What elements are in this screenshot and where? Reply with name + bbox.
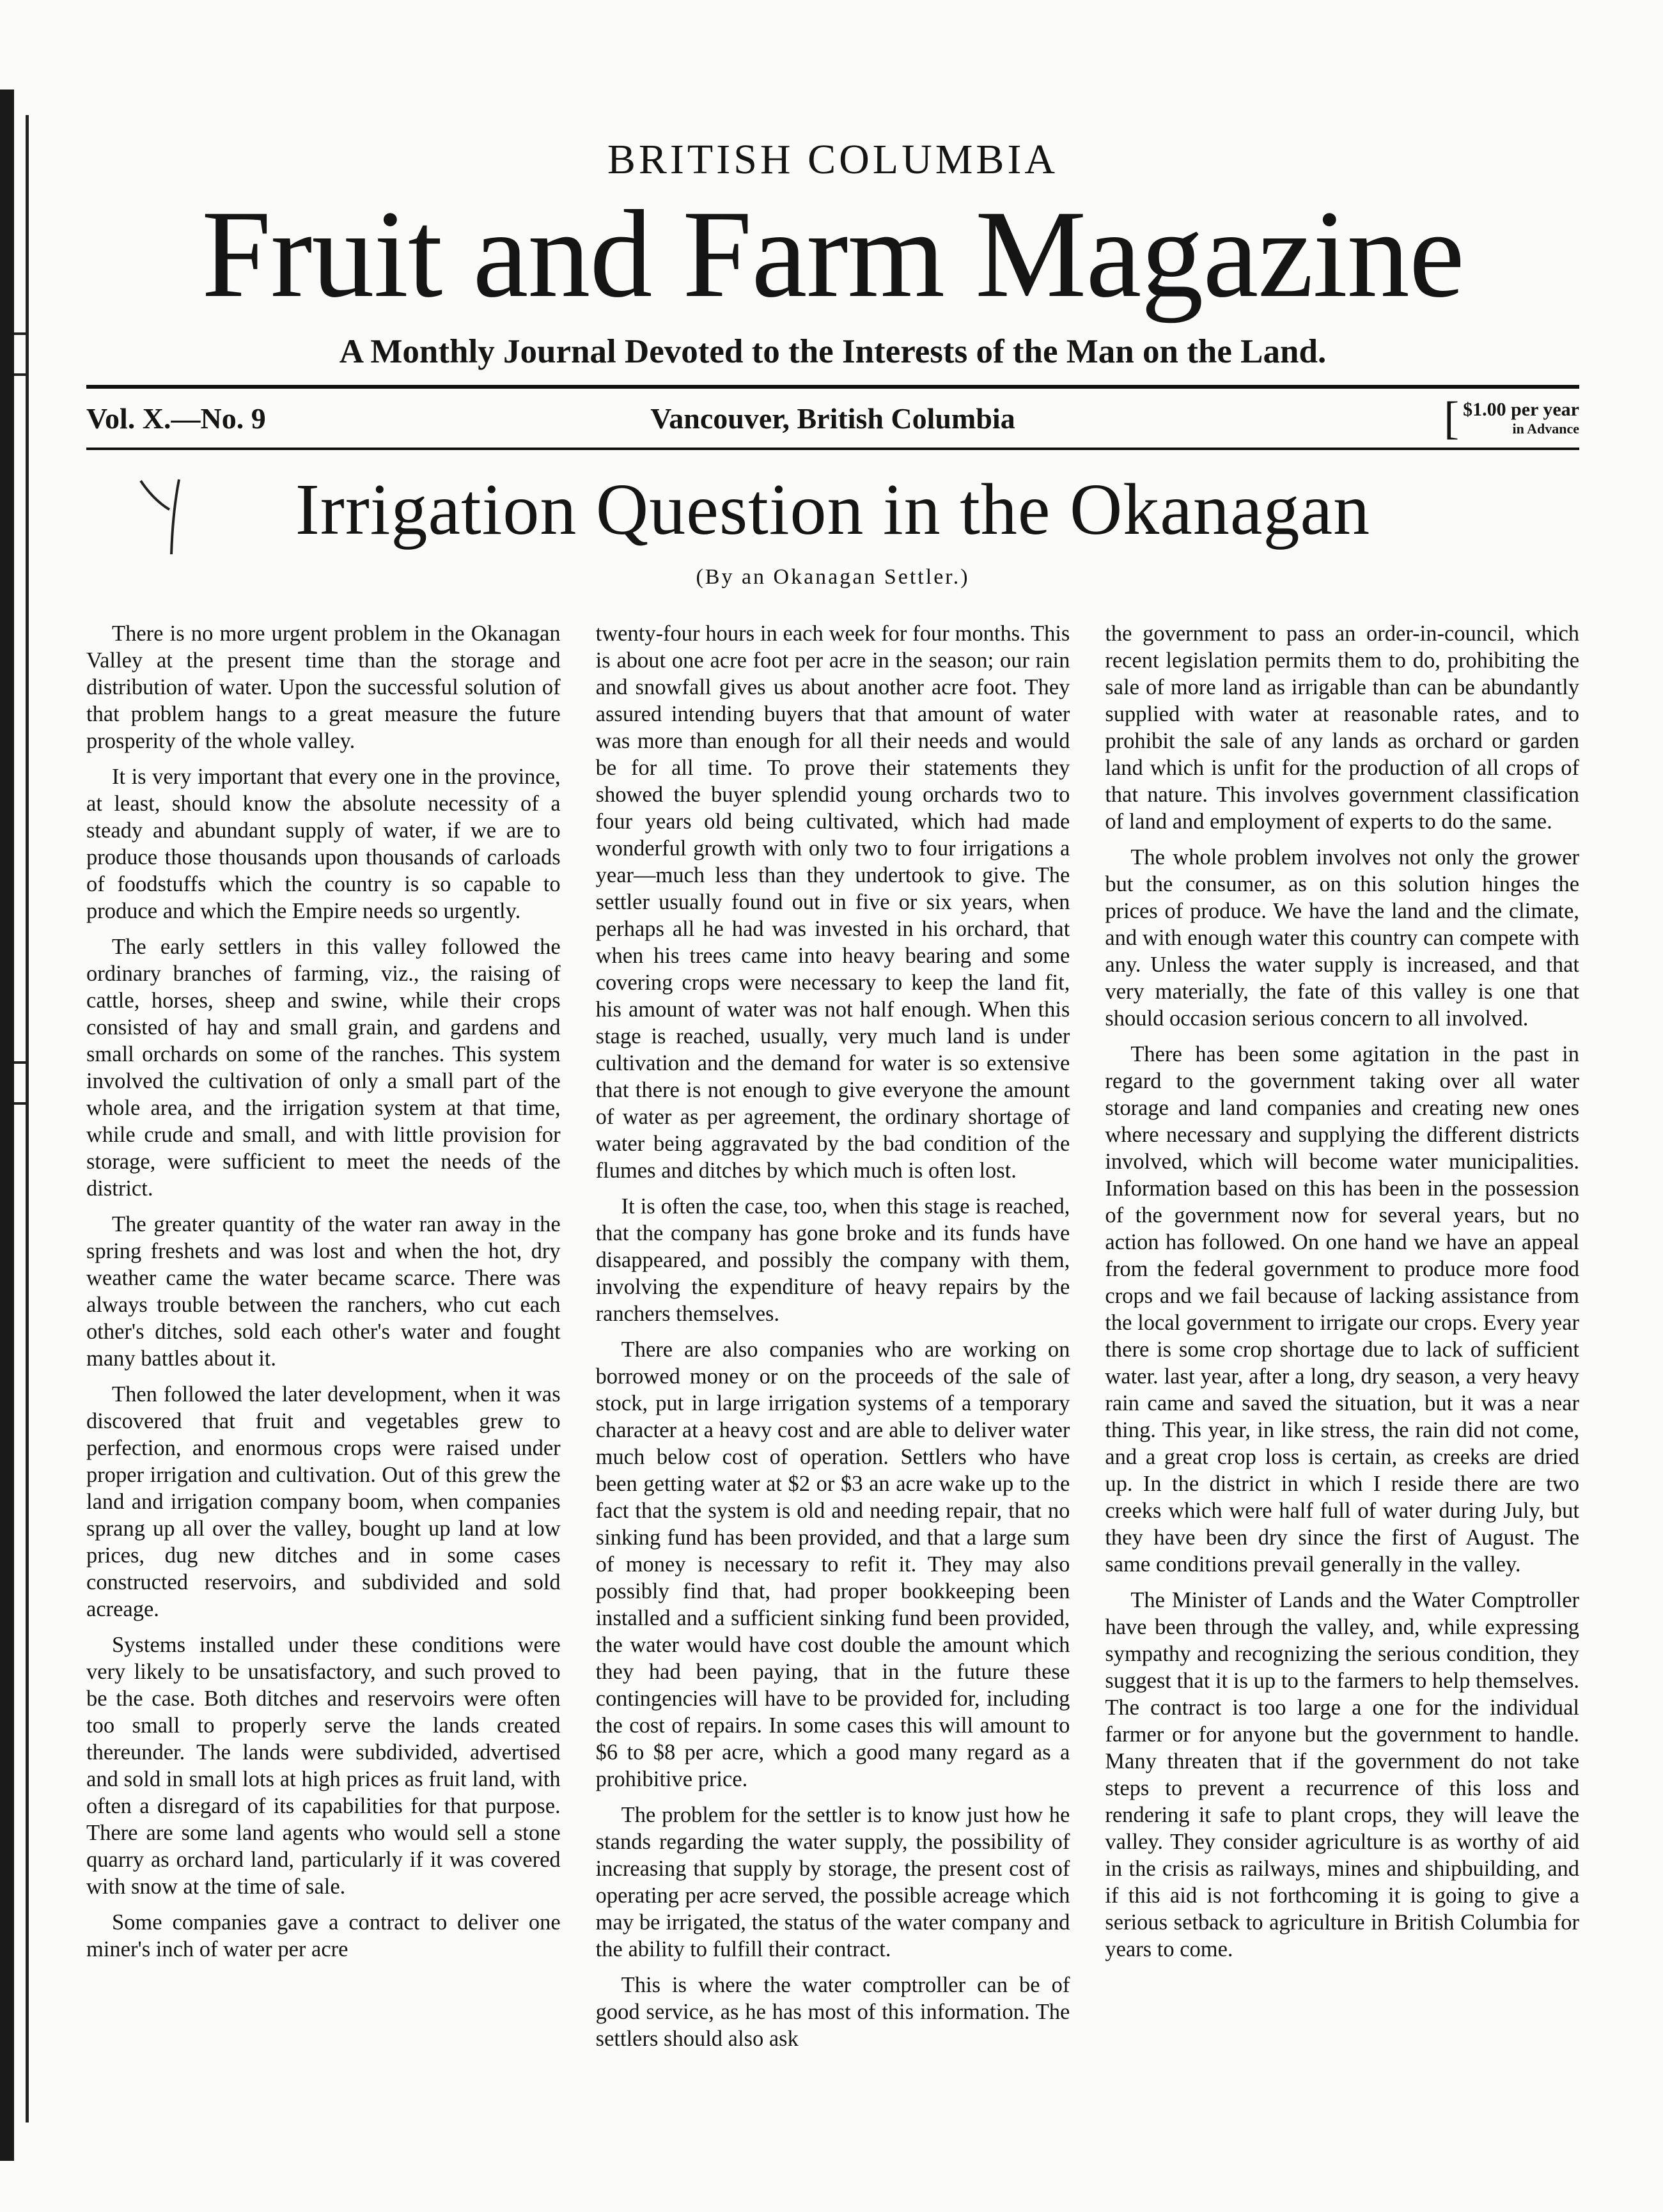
masthead-pre-title: BRITISH COLUMBIA <box>607 136 1059 183</box>
paragraph: Systems installed under these conditions were very likely to be unsatisfactory, and such proved to be the case. Both ditches and reservoirs were often too small to properly serve the lands created thereunder. The lands were subdivided, advertised and sold in small lots at high prices as fruit land, with often a disregard of its capabilities for that purpose. There are some land agents who would sell a stone quarry as orchard land, particularly if it was covered with snow at the time of sale. <box>86 1633 561 1899</box>
header-rule-bottom <box>86 448 1579 450</box>
magazine-page <box>86 134 1579 2061</box>
issue-volume: Vol. X.—No. 9 <box>86 401 266 435</box>
price-amount: $1.00 per year <box>1463 399 1579 420</box>
paragraph: It is very important that every one in the province, at least, should know the absolute necessity of a steady and abundant supply of water, if we are to produce those thousands upon thousands of carloads of foodstuffs which the country is so capable to produce and which the Empire needs so urgently. <box>86 765 561 923</box>
paragraph: There are also companies who are working on borrowed money or on the proceeds of the sale of stock, put in large irrigation systems of a temporary character at a heavy cost and are able to deliver water much below cost of operation. Settlers who have been getting water at $2 or $3 an acre wake up to the fact that the system is old and needing repair, that no sinking fund has been provided, and that a large sum of money is necessary to refit it. They may also possibly find that, had proper bookkeeping been installed and a sufficient sinking fund been provided, the water would have cost double the amount which they had been paying, that in the future these contingencies will have to be provided for, including the cost of repairs. In some cases this will amount to $6 to $8 per acre, which a good many regard as a prohibitive price. <box>595 1337 1070 1791</box>
paragraph: The whole problem involves not only the grower but the consumer, as on this solution hinges the prices of produce. We have the land and the climate, and with enough water this country can compete with any. Unless the water supply is increased, and that very materially, the fate of this valley is one that should occasion serious concern to all involved. <box>1105 845 1580 1031</box>
pencil-mark-icon <box>134 474 192 557</box>
paragraph: This is where the water comptroller can be of good service, as he has most of this information. The settlers should also ask <box>595 1973 1070 2051</box>
issue-place: Vancouver, British Columbia <box>650 401 1015 435</box>
paragraph: The Minister of Lands and the Water Comptroller have been through the valley, and, while expressing sympathy and recognizing the serious condition, they suggest that it is up to the farmers to help themselves. The contract is too large a one for the individual farmer or for anyone but the government to handle. Many threaten that if the government do not take steps to prevent a recurrence of this loss and rendering it safe to plant crops, they will leave the valley. They consider agriculture is as worthy of aid in the crisis as railways, mines and shipbuilding, and if this aid is not forthcoming it is going to give a serious setback to agriculture in British Columbia for years to come. <box>1105 1588 1580 1961</box>
issue-price <box>1260 393 1579 444</box>
binding-notch <box>14 1061 28 1105</box>
masthead-title: Fruit and Farm Magazine <box>201 185 1464 323</box>
price-terms: in Advance <box>1512 421 1579 437</box>
binding-rule <box>26 115 29 2122</box>
headline-area <box>86 462 1579 557</box>
paragraph: It is often the case, too, when this stage is reached, that the company has gone broke and its funds have disappeared, and possibly the company with them, involving the expenditure of heavy repairs by the ranchers themselves. <box>595 1194 1070 1326</box>
paragraph: The greater quantity of the water ran away in the spring freshets and was lost and when the hot, dry weather came the water became scarce. There was always trouble between the ranchers, who cut each other's ditches, sold each other's water and fought many battles about it. <box>86 1212 561 1371</box>
binding-edge <box>0 90 14 2161</box>
article-headline: Irrigation Question in the Okanagan <box>295 469 1371 550</box>
paragraph: The early settlers in this valley followed the ordinary branches of farming, viz., the raising of cattle, horses, sheep and swine, while their crops consisted of hay and small grain, and gardens and small orchards on some of the ranches. This system involved the cultivation of only a small part of the whole area, and the irrigation system at that time, while crude and small, and with little provision for storage, were sufficient to meet the needs of the district. <box>86 935 561 1201</box>
paragraph: The problem for the settler is to know just how he stands regarding the water supply, the possibility of increasing that supply by storage, the present cost of operating per acre served, the possible acreage which may be irrigated, the status of the water company and the ability to fulfill their contract. <box>595 1803 1070 1961</box>
paragraph: the government to pass an order-in-council, which recent legislation permits them to do, prohibiting the sale of more land as irrigable than can be abundantly supplied with water at reasonable rates, and to prohibit the sale of any lands as orchard or garden land which is unfit for the production of all crops of that nature. This involves government classification of land and employment of experts to do the same. <box>1105 621 1580 834</box>
article-column-1 <box>86 620 561 2061</box>
article-byline: (By an Okanagan Settler.) <box>696 565 970 589</box>
paragraph: Some companies gave a contract to deliver one miner's inch of water per acre <box>86 1910 561 1961</box>
price-bracket: [ <box>1444 393 1460 444</box>
paragraph: twenty-four hours in each week for four months. This is about one acre foot per acre in the season; our rain and snowfall gives us about another acre foot. They assured intending buyers that that amount of water was more than enough for all their needs and would be for all time. To prove their statements they showed the buyer splendid young orchards two to four years old being cultivated, which had made wonderful growth with only two to four irrigations a year—much less than they undertook to give. The settler usually found out in five or six years, when perhaps all he had was invested in his orchard, that when his trees came into heavy bearing and some covering crops were necessary to keep the land fit, his amount of water was not half enough. When this stage is reached, usually, very much land is under cultivation and the demand for water is so extensive that there is not enough to give everyone the amount of water as per agreement, the ordinary shortage of water being aggravated by the bad condition of the flumes and ditches by which much is often lost. <box>595 621 1070 1183</box>
masthead-subtitle: A Monthly Journal Devoted to the Interests of the Man on the Land. <box>339 333 1327 370</box>
issue-info-row <box>86 389 1579 448</box>
article-column-2 <box>596 620 1070 2061</box>
article-column-3 <box>1105 620 1579 2061</box>
binding-notch <box>14 332 28 376</box>
paragraph: There has been some agitation in the past in regard to the government taking over all water storage and land companies and creating new ones where necessary and supplying the different districts involved, which will become water municipalities. Information based on this has been in the possession of the government now for several years, but no action has followed. On one hand we have an appeal from the federal government to produce more food crops and we fail because of lacking assistance from the local government to irrigate our crops. Every year there is some crop shortage due to lack of sufficient water. last year, after a long, dry season, a very heavy rain came and saved the situation, but it was a near thing. This year, in like stress, the rain did not come, and a great crop loss is certain, as creeks are dried up. In the district in which I reside there are two creeks which were half full of water during July, but they have been dry since the first of August. The same conditions prevail generally in the valley. <box>1105 1042 1580 1577</box>
paragraph: There is no more urgent problem in the Okanagan Valley at the present time than the storage and distribution of water. Upon the successful solution of that problem hangs to a great measure the future prosperity of the whole valley. <box>86 621 561 753</box>
price-text <box>1463 399 1579 437</box>
article-body <box>86 620 1579 2061</box>
paragraph: Then followed the later development, when it was discovered that fruit and vegetables grew to perfection, and enormous crops were raised under proper irrigation and cultivation. Out of this grew the land and irrigation company boom, when companies sprang up all over the valley, bought up land at low prices, dug new ditches and in some cases constructed reservoirs, and subdivided and sold acreage. <box>86 1382 561 1621</box>
